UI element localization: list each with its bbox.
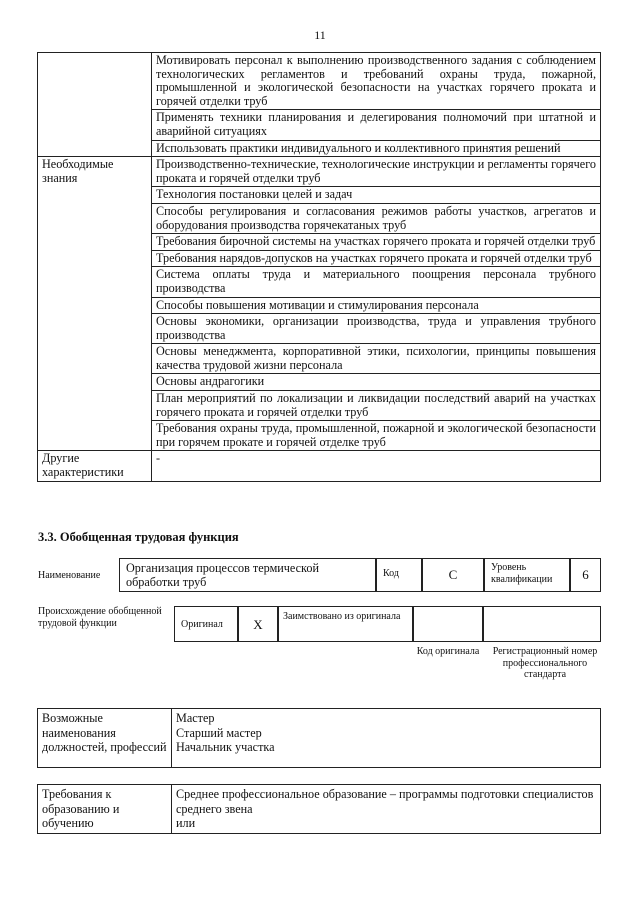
original-mark-box: [238, 606, 278, 642]
origin-label: Происхождение обобщенной трудовой функции: [38, 606, 162, 629]
table-row: Система оплаты труда и материального поощрения персонала трубного производства: [152, 267, 601, 297]
list-item: Начальник участка: [176, 740, 275, 754]
knowledge-label: Необходимые знания: [38, 157, 152, 451]
page-number: 11: [314, 28, 326, 42]
positions-label: Возможные наименования должностей, профессий: [38, 709, 172, 768]
reg-number-box: [483, 606, 601, 642]
table-row: Способы регулирования и согласования режимов работы участков, агрегатов и оборудования производства горячекатаных труб: [152, 203, 601, 233]
table-row: Основы андрагогики: [152, 374, 601, 391]
borrowed-label: Заимствовано из оригинала: [283, 611, 401, 622]
education-table: [37, 784, 601, 834]
table-row: Требования нарядов-допусков на участках горячего проката и горячей отделки труб: [152, 250, 601, 267]
table-row: Основы экономики, организации производства, труда и управления трубного производства: [152, 314, 601, 344]
code-value-box: [422, 558, 484, 592]
borrowed-label-box: [278, 606, 413, 642]
table-row: Способы повышения мотивации и стимулирования персонала: [152, 297, 601, 314]
reg-caption: Регистрационный номер профессионального стандарта: [492, 646, 598, 680]
table-row: Использовать практики индивидуального и коллективного принятия решений: [152, 140, 601, 157]
table-row: Требования бирочной системы на участках горячего проката и горячей отделки труб: [152, 234, 601, 251]
table-row: Мотивировать персонал к выполнению производственного задания с соблюдением технологических регламентов и требований охраны труда, пожарной, промышленной и экологической безопасности на участках горячего проката и горячей отделки труб: [152, 53, 601, 110]
code-label: Код: [383, 568, 399, 579]
empty-label-cell: [38, 53, 152, 157]
section-title: 3.3. Обобщенная трудовая функция: [38, 530, 239, 544]
code-value: C: [448, 567, 458, 582]
other-label: Другие характеристики: [38, 451, 152, 481]
skills-knowledge-table: [37, 52, 601, 482]
table-row: План мероприятий по локализации и ликвидации последствий аварий на участках горячего проката и горячей отделки труб: [152, 391, 601, 421]
code-caption: Код оригинала: [416, 646, 480, 657]
education-line: Среднее профессиональное образование – программы подготовки специалистов среднего звена: [176, 787, 594, 816]
table-row: Требования охраны труда, промышленной, пожарной и экологической безопасности при горячем прокате и горячей отделке труб: [152, 421, 601, 451]
table-row: Основы менеджмента, корпоративной этики, психологии, принципы повышения качества трудовой жизни персонала: [152, 344, 601, 374]
positions-table: [37, 708, 601, 768]
list-item: Мастер: [176, 711, 215, 725]
table-row: Применять техники планирования и делегирования полномочий при штатной и аварийной ситуациях: [152, 110, 601, 140]
education-label: Требования к образованию и обучению: [38, 785, 172, 834]
level-value: 6: [582, 567, 589, 582]
education-line: или: [176, 816, 196, 830]
level-value-box: [570, 558, 601, 592]
name-label: Наименование: [38, 570, 101, 581]
other-value: -: [152, 451, 601, 481]
original-mark: X: [253, 617, 263, 632]
level-label-box: [484, 558, 570, 592]
table-row: Технология постановки целей и задач: [152, 187, 601, 204]
table-row: Производственно-технические, технологические инструкции и регламенты горячего проката и горячей отделки труб: [152, 157, 601, 187]
level-label: Уровень квалификации: [491, 562, 553, 585]
name-value-box: [119, 558, 376, 592]
name-value: Организация процессов термической обработки труб: [126, 561, 319, 589]
code-label-box: [376, 558, 422, 592]
original-label-box: [174, 606, 238, 642]
list-item: Старший мастер: [176, 725, 262, 740]
original-code-box: [413, 606, 483, 642]
original-label: Оригинал: [181, 619, 223, 630]
